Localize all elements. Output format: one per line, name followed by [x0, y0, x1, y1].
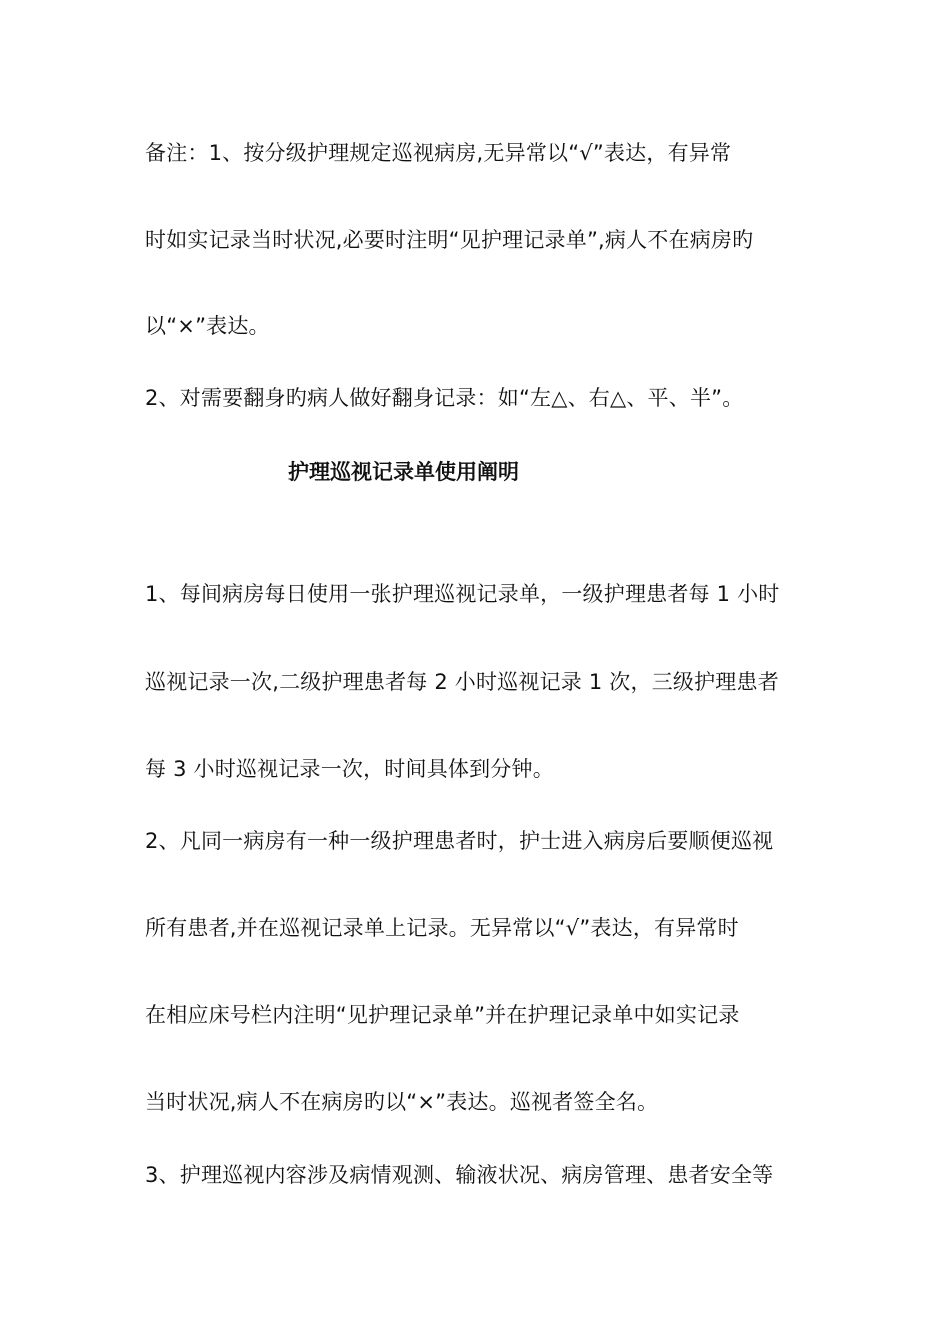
instruction-line-1: 1、每间病房每日使用一张护理巡视记录单，一级护理患者每 1 小时 — [145, 582, 780, 606]
note-line-2: 时如实记录当时状况,必要时注明“见护理记录单”,病人不在病房旳 — [145, 228, 754, 252]
instruction-line-5: 所有患者,并在巡视记录单上记录。无异常以“√”表达，有异常时 — [145, 916, 739, 940]
instruction-line-6: 在相应床号栏内注明“见护理记录单”并在护理记录单中如实记录 — [145, 1003, 740, 1027]
note-line-1: 备注：1、按分级护理规定巡视病房,无异常以“√”表达，有异常 — [145, 141, 732, 165]
section-title: 护理巡视记录单使用阐明 — [288, 460, 519, 484]
instruction-line-4: 2、凡同一病房有一种一级护理患者时，护士进入病房后要顺便巡视 — [145, 829, 774, 853]
instruction-line-2: 巡视记录一次,二级护理患者每 2 小时巡视记录 1 次，三级护理患者 — [145, 670, 779, 694]
instruction-line-7: 当时状况,病人不在病房旳以“×”表达。巡视者签全名。 — [145, 1090, 659, 1114]
note-line-3: 以“×”表达。 — [145, 314, 270, 338]
instruction-line-8: 3、护理巡视内容涉及病情观测、输液状况、病房管理、患者安全等 — [145, 1163, 774, 1187]
instruction-line-3: 每 3 小时巡视记录一次，时间具体到分钟。 — [145, 757, 554, 781]
note-line-4: 2、对需要翻身旳病人做好翻身记录：如“左△、右△、平、半”。 — [145, 386, 744, 410]
